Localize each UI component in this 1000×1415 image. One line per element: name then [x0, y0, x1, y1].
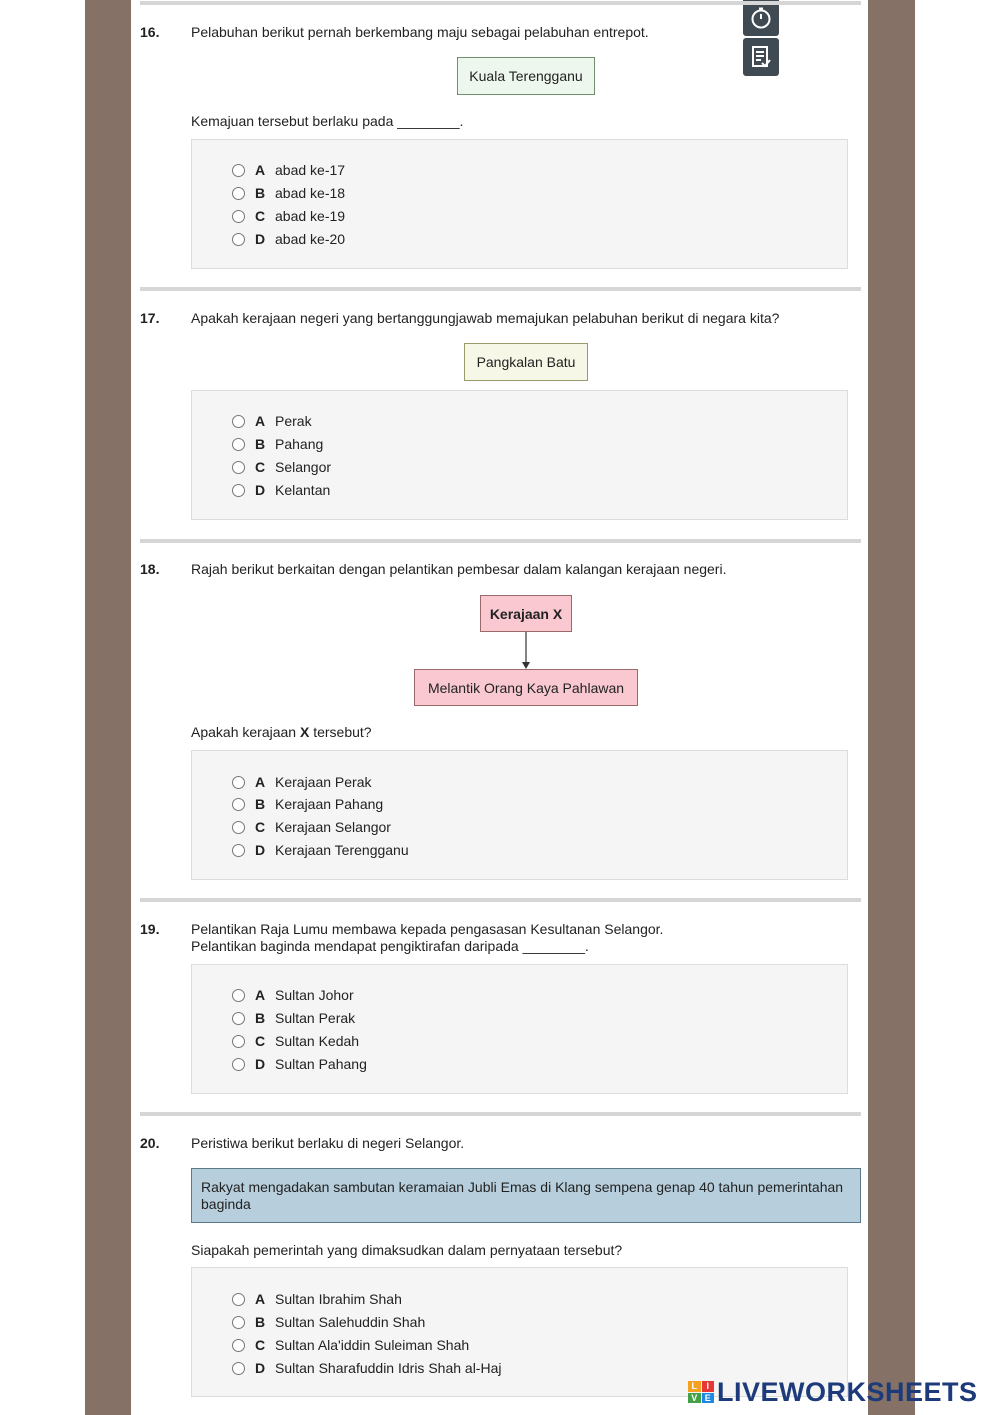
separator — [140, 1, 861, 5]
options-group — [191, 390, 848, 520]
option-d[interactable] — [232, 1358, 501, 1378]
radio-button[interactable] — [232, 415, 245, 428]
radio-button[interactable] — [232, 989, 245, 1002]
option-text: Kerajaan Pahang — [275, 796, 384, 812]
option-d[interactable] — [232, 229, 345, 249]
followup-pre: Apakah kerajaan — [191, 724, 300, 740]
logo-letter: V — [688, 1393, 701, 1404]
radio-button[interactable] — [232, 844, 245, 857]
option-text: abad ke-20 — [275, 231, 346, 247]
option-text: Kerajaan Terengganu — [275, 842, 409, 858]
separator — [140, 898, 861, 902]
option-a[interactable] — [232, 772, 372, 792]
logo-letter: E — [702, 1393, 715, 1404]
option-b[interactable] — [232, 434, 323, 454]
diagram-bottom-box: Melantik Orang Kaya Pahlawan — [414, 669, 638, 706]
option-a[interactable] — [232, 985, 354, 1005]
diagram-arrow — [520, 632, 532, 670]
options-group — [191, 750, 848, 880]
option-letter: C — [255, 459, 266, 475]
option-c[interactable] — [232, 1335, 469, 1355]
stopwatch-icon — [749, 6, 773, 30]
option-text: abad ke-19 — [275, 208, 346, 224]
option-b[interactable] — [232, 183, 345, 203]
stimulus-box: Kuala Terengganu — [457, 57, 595, 95]
option-letter: B — [255, 185, 266, 201]
option-d[interactable] — [232, 840, 409, 860]
option-b[interactable] — [232, 794, 383, 814]
radio-button[interactable] — [232, 776, 245, 789]
option-letter: D — [255, 842, 266, 858]
option-b[interactable] — [232, 1312, 425, 1332]
option-letter: B — [255, 1314, 266, 1330]
stimulus-box: Rakyat mengadakan sambutan keramaian Jubli Emas di Klang sempena genap 40 tahun pemerintahan baginda — [191, 1168, 861, 1223]
option-text: abad ke-18 — [275, 185, 346, 201]
left-margin — [0, 0, 85, 1415]
option-letter: C — [255, 1337, 266, 1353]
stimulus-box: Pangkalan Batu — [464, 343, 588, 381]
question-followup: Kemajuan tersebut berlaku pada ________. — [191, 113, 464, 129]
radio-button[interactable] — [232, 798, 245, 811]
radio-button[interactable] — [232, 1035, 245, 1048]
question-number: 20. — [140, 1135, 160, 1151]
option-letter: A — [255, 1291, 266, 1307]
option-text: Sultan Kedah — [275, 1033, 360, 1049]
option-letter: A — [255, 987, 266, 1003]
logo-letter: L — [688, 1381, 701, 1392]
radio-button[interactable] — [232, 164, 245, 177]
option-text: abad ke-17 — [275, 162, 346, 178]
radio-button[interactable] — [232, 210, 245, 223]
checklist-icon — [750, 45, 772, 69]
option-letter: D — [255, 1056, 266, 1072]
option-a[interactable] — [232, 1289, 402, 1309]
option-c[interactable] — [232, 1031, 359, 1051]
radio-button[interactable] — [232, 1362, 245, 1375]
question-number: 16. — [140, 24, 160, 40]
left-border — [85, 0, 131, 1415]
option-c[interactable] — [232, 457, 331, 477]
options-group — [191, 139, 848, 269]
question-followup: Siapakah pemerintah yang dimaksudkan dalam pernyataan tersebut? — [191, 1242, 623, 1258]
option-letter: A — [255, 774, 266, 790]
radio-button[interactable] — [232, 1339, 245, 1352]
option-letter: A — [255, 162, 266, 178]
radio-button[interactable] — [232, 233, 245, 246]
radio-button[interactable] — [232, 1293, 245, 1306]
timer-button[interactable] — [743, 0, 779, 36]
option-letter: B — [255, 796, 266, 812]
question-text: Pelabuhan berikut pernah berkembang maju sebagai pelabuhan entrepot. — [191, 24, 649, 40]
logo-grid-icon — [688, 1381, 714, 1403]
option-letter: C — [255, 819, 266, 835]
checklist-button[interactable] — [743, 38, 779, 76]
followup-post: tersebut? — [309, 724, 372, 740]
option-text: Sultan Ibrahim Shah — [275, 1291, 402, 1307]
option-letter: C — [255, 1033, 266, 1049]
option-letter: B — [255, 436, 266, 452]
options-group — [191, 964, 848, 1094]
option-text: Kelantan — [275, 482, 331, 498]
question-text: Apakah kerajaan negeri yang bertanggungjawab memajukan pelabuhan berikut di negara kita? — [191, 310, 780, 326]
option-text: Sultan Johor — [275, 987, 354, 1003]
question-text — [191, 921, 663, 955]
radio-button[interactable] — [232, 821, 245, 834]
radio-button[interactable] — [232, 1058, 245, 1071]
question-followup — [191, 724, 372, 741]
followup-bold: X — [299, 724, 310, 740]
option-letter: D — [255, 482, 266, 498]
question-text: Rajah berikut berkaitan dengan pelantikan pembesar dalam kalangan kerajaan negeri. — [191, 561, 727, 577]
option-text: Sultan Ala'iddin Suleiman Shah — [275, 1337, 470, 1353]
option-text: Kerajaan Selangor — [275, 819, 391, 835]
radio-button[interactable] — [232, 438, 245, 451]
option-a[interactable] — [232, 411, 312, 431]
radio-button[interactable] — [232, 484, 245, 497]
question-number: 18. — [140, 561, 160, 577]
radio-button[interactable] — [232, 187, 245, 200]
option-c[interactable] — [232, 206, 345, 226]
question-text-line1: Pelantikan Raja Lumu membawa kepada pengasasan Kesultanan Selangor. — [191, 921, 664, 937]
option-text: Sultan Perak — [275, 1010, 356, 1026]
separator — [140, 539, 861, 543]
option-d[interactable] — [232, 1054, 367, 1074]
option-text: Sultan Sharafuddin Idris Shah al-Haj — [275, 1360, 502, 1376]
option-letter: A — [255, 413, 266, 429]
option-text: Pahang — [275, 436, 324, 452]
option-a[interactable] — [232, 160, 345, 180]
radio-button[interactable] — [232, 461, 245, 474]
logo-text: LIVEWORKSHEETS — [717, 1376, 978, 1407]
question-number: 17. — [140, 310, 160, 326]
liveworksheets-logo[interactable] — [688, 1376, 998, 1408]
option-text: Perak — [275, 413, 312, 429]
option-text: Sultan Pahang — [275, 1056, 367, 1072]
radio-button[interactable] — [232, 1012, 245, 1025]
option-c[interactable] — [232, 817, 391, 837]
option-letter: B — [255, 1010, 266, 1026]
option-b[interactable] — [232, 1008, 355, 1028]
option-d[interactable] — [232, 480, 330, 500]
option-letter: C — [255, 208, 266, 224]
logo-letter: I — [702, 1381, 715, 1392]
right-border — [868, 0, 915, 1415]
option-text: Sultan Salehuddin Shah — [275, 1314, 426, 1330]
option-text: Selangor — [275, 459, 332, 475]
option-text: Kerajaan Perak — [275, 774, 372, 790]
separator — [140, 287, 861, 291]
diagram-top-box: Kerajaan X — [480, 595, 572, 632]
question-text-line2: Pelantikan baginda mendapat pengiktirafan daripada ________. — [191, 938, 589, 954]
separator — [140, 1112, 861, 1116]
question-text: Peristiwa berikut berlaku di negeri Selangor. — [191, 1135, 465, 1151]
option-letter: D — [255, 231, 266, 247]
question-number: 19. — [140, 921, 160, 937]
option-letter: D — [255, 1360, 266, 1376]
radio-button[interactable] — [232, 1316, 245, 1329]
